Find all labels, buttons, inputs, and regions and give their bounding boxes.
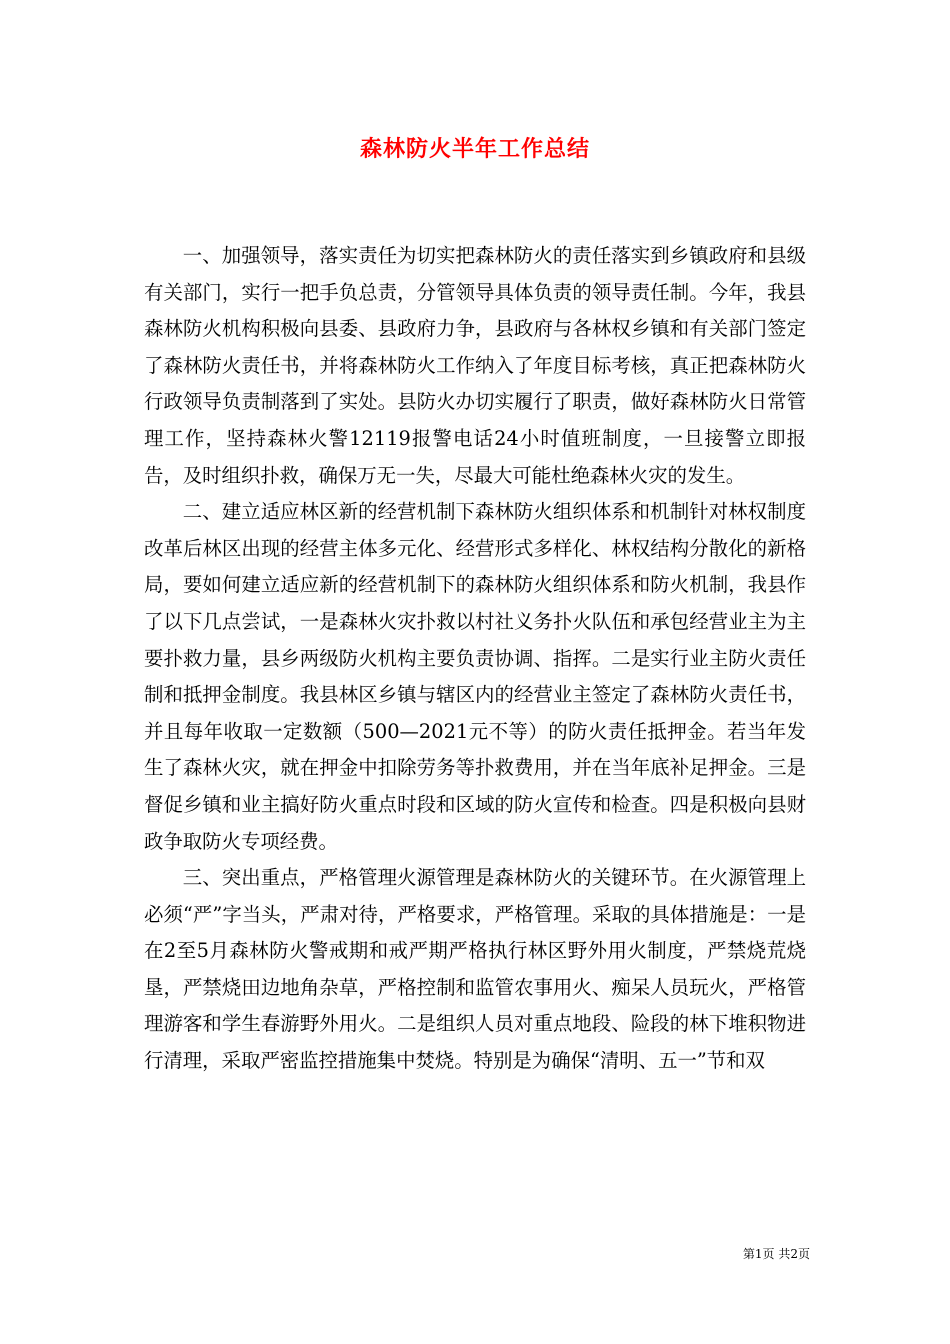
paragraph-1: 一、加强领导，落实责任为切实把森林防火的责任落实到乡镇政府和县级有关部门，实行一把手负总责，分管领导具体负责的领导责任制。今年，我县森林防火机构积极向县委、县政府力争，县政府与各林权乡镇和有关部门签定了森林防火责任书，并将森林防火工作纳入了年度目标考核，真正把森林防火行政领导负责制落到了实处。县防火办切实履行了职责，做好森林防火日常管理工作，坚持森林火警12119报警电话24小时值班制度，一旦接警立即报告，及时组织扑救，确保万无一失，尽最大可能杜绝森林火灾的发生。 bbox=[144, 244, 806, 487]
page-number-footer: 第1页 共2页 bbox=[742, 1247, 810, 1261]
document-body bbox=[144, 238, 806, 1080]
paragraph-3: 三、突出重点，严格管理火源管理是森林防火的关键环节。在火源管理上必须“严”字当头，严肃对待，严格要求，严格管理。采取的具体措施是：一是在2至5月森林防火警戒期和戒严期严格执行林区野外用火制度，严禁烧荒烧垦，严禁烧田边地角杂草，严格控制和监管农事用火、痴呆人员玩火，严格管理游客和学生春游野外用火。二是组织人员对重点地段、险段的林下堆积物进行清理，采取严密监控措施集中焚烧。特别是为确保“清明、五一”节和双 bbox=[144, 866, 806, 1073]
paragraph-2: 二、建立适应林区新的经营机制下森林防火组织体系和机制针对林权制度改革后林区出现的经营主体多元化、经营形式多样化、林权结构分散化的新格局，要如何建立适应新的经营机制下的森林防火组织体系和防火机制，我县作了以下几点尝试，一是森林火灾扑救以村社义务扑火队伍和承包经营业主为主要扑救力量，县乡两级防火机构主要负责协调、指挥。二是实行业主防火责任制和抵押金制度。我县林区乡镇与辖区内的经营业主签定了森林防火责任书，并且每年收取一定数额（500—2021元不等）的防火责任抵押金。若当年发生了森林火灾，就在押金中扣除劳务等扑救费用，并在当年底补足押金。三是督促乡镇和业主搞好防火重点时段和区域的防火宣传和检查。四是积极向县财政争取防火专项经费。 bbox=[144, 500, 806, 853]
document-title: 森林防火半年工作总结 bbox=[359, 137, 590, 162]
